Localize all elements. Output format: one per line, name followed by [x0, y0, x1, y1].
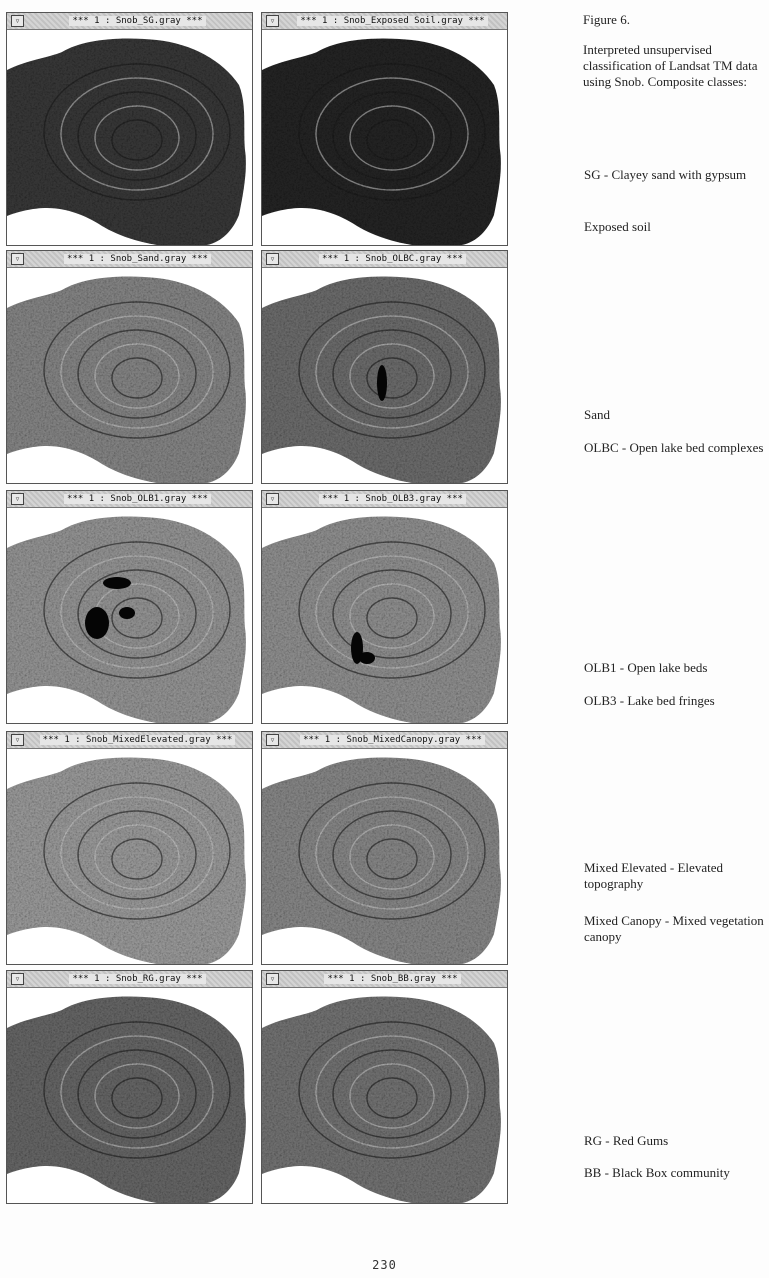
classification-map-image — [7, 268, 252, 483]
legend-entry-bb: BB - Black Box community — [584, 1165, 730, 1180]
map-panel-exposed-soil — [261, 12, 508, 246]
window-menu-icon[interactable]: ▿ — [11, 973, 24, 985]
map-panel-olb1 — [6, 490, 253, 724]
window-titlebar — [262, 251, 507, 268]
legend-entry-rg: RG - Red Gums — [584, 1133, 669, 1148]
window-titlebar — [7, 251, 252, 268]
legend-entry-sg: SG - Clayey sand with gypsum — [584, 167, 747, 182]
classification-map-image — [262, 508, 507, 723]
legend-entry-olb1: OLB1 - Open lake beds — [584, 660, 708, 675]
window-menu-icon[interactable]: ▿ — [11, 253, 24, 265]
legend-entry-olb3: OLB3 - Lake bed fringes — [584, 693, 715, 708]
window-title: *** 1 : Snob_Sand.gray *** — [64, 254, 211, 264]
map-panel-mixed-canopy — [261, 731, 508, 965]
window-menu-icon[interactable]: ▿ — [266, 493, 279, 505]
window-title: *** 1 : Snob_OLBC.gray *** — [319, 254, 466, 264]
window-title: *** 1 : Snob_Exposed Soil.gray *** — [297, 16, 487, 26]
map-panel-rg — [6, 970, 253, 1204]
window-titlebar — [262, 732, 507, 749]
window-title: *** 1 : Snob_OLB1.gray *** — [64, 494, 211, 504]
map-panel-sg — [6, 12, 253, 246]
window-title: *** 1 : Snob_SG.gray *** — [69, 16, 205, 26]
classification-map-image — [7, 988, 252, 1203]
map-panel-mixed-elevated — [6, 731, 253, 965]
window-menu-icon[interactable]: ▿ — [266, 15, 279, 27]
window-title: *** 1 : Snob_MixedCanopy.gray *** — [300, 735, 485, 745]
classification-map-image — [7, 749, 252, 964]
window-titlebar — [262, 971, 507, 988]
window-title: *** 1 : Snob_MixedElevated.gray *** — [40, 735, 236, 745]
window-menu-icon[interactable]: ▿ — [11, 493, 24, 505]
window-menu-icon[interactable]: ▿ — [11, 734, 24, 746]
legend-entry-sand: Sand — [584, 407, 610, 422]
window-titlebar — [7, 491, 252, 508]
window-menu-icon[interactable]: ▿ — [266, 973, 279, 985]
window-titlebar — [7, 971, 252, 988]
map-panel-sand — [6, 250, 253, 484]
window-menu-icon[interactable]: ▿ — [266, 734, 279, 746]
classification-map-image — [262, 30, 507, 245]
page-number: 230 — [372, 1258, 397, 1272]
map-panel-bb — [261, 970, 508, 1204]
classification-map-image — [262, 749, 507, 964]
window-menu-icon[interactable]: ▿ — [266, 253, 279, 265]
window-title: *** 1 : Snob_BB.gray *** — [324, 974, 460, 984]
legend-entry-olbc: OLBC - Open lake bed complexes — [584, 440, 764, 455]
classification-map-image — [7, 508, 252, 723]
window-titlebar — [7, 13, 252, 30]
window-title: *** 1 : Snob_OLB3.gray *** — [319, 494, 466, 504]
window-menu-icon[interactable]: ▿ — [11, 15, 24, 27]
classification-map-image — [262, 268, 507, 483]
figure-label: Figure 6. — [583, 12, 630, 27]
map-panel-olbc — [261, 250, 508, 484]
window-titlebar — [262, 13, 507, 30]
figure-caption: Interpreted unsupervised classification of Landsat TM data using Snob. Composite classes: — [583, 42, 758, 89]
legend-entry-mixed-elevated: Mixed Elevated - Elevated topography — [584, 860, 723, 891]
classification-map-image — [7, 30, 252, 245]
map-panel-olb3 — [261, 490, 508, 724]
classification-map-image — [262, 988, 507, 1203]
legend-entry-exposed-soil: Exposed soil — [584, 219, 651, 234]
legend-entry-mixed-canopy: Mixed Canopy - Mixed vegetation canopy — [584, 913, 764, 944]
window-titlebar — [262, 491, 507, 508]
window-title: *** 1 : Snob_RG.gray *** — [69, 974, 205, 984]
window-titlebar — [7, 732, 252, 749]
